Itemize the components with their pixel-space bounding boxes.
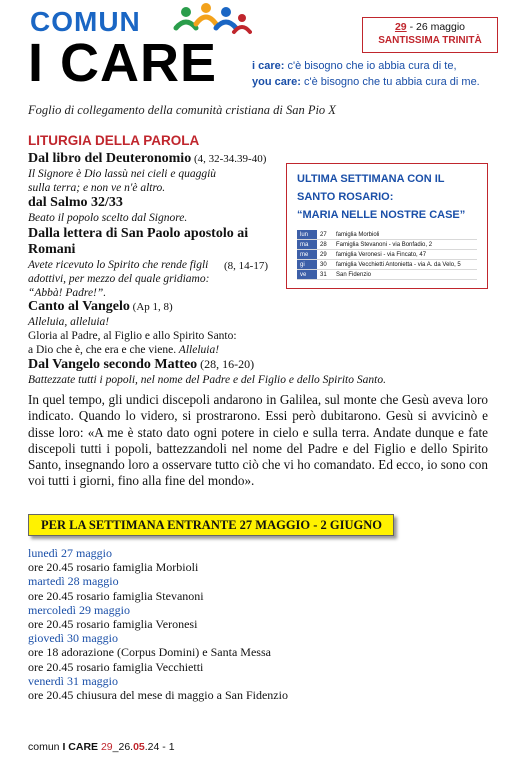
i-care-label: i care: — [252, 60, 285, 72]
footer-brand: I CARE — [62, 741, 99, 753]
reading-2 — [28, 226, 278, 300]
rosary-date: 29 — [317, 250, 333, 260]
reading2-ref: (8, 14-17) — [224, 260, 268, 272]
rosary-date: 31 — [317, 270, 333, 280]
gospel-head: Dal Vangelo secondo Matteo — [28, 357, 198, 372]
rosary-date: 28 — [317, 240, 333, 250]
rosary-table — [297, 230, 477, 280]
rosary-title-line1: ULTIMA SETTIMANA CON IL — [297, 173, 445, 185]
gospel-header — [28, 356, 498, 387]
canto-line1: Gloria al Padre, al Figlio e allo Spirito Santo: — [28, 330, 237, 342]
rosary-date: 30 — [317, 260, 333, 270]
reading1-text: Il Signore è Dio lassù nei cieli e quaggiù sulla terra; e non ve n'è altro. — [28, 168, 217, 194]
liturgy-title: LITURGIA DELLA PAROLA — [28, 133, 200, 148]
rosary-title-line2: SANTO ROSARIO: — [297, 191, 394, 203]
rosary-day: gi — [297, 260, 317, 270]
footer-prefix: comun — [28, 741, 63, 753]
reading2-head: Dalla lettera di San Paolo apostolo ai Romani — [28, 226, 249, 257]
issue-date: - 26 maggio — [406, 21, 466, 33]
you-care-label: you care: — [252, 76, 301, 88]
rosary-day: lun — [297, 230, 317, 240]
care-lines — [252, 58, 480, 90]
weekly-schedule — [28, 546, 288, 702]
gospel-subtitle: Battezzate tutti i popoli, nel nome del Padre e del Figlio e dello Spirito Santo. — [28, 374, 386, 386]
feast-name: SANTISSIMA TRINITÀ — [378, 35, 482, 46]
reading2-text: Avete ricevuto lo Spirito che rende figli adottivi, per mezzo del quale gridiamo: “Abbà! Padre!”. — [28, 259, 210, 299]
rosary-row — [297, 260, 477, 270]
schedule-line: ore 20.45 rosario famiglia Stevanoni — [28, 588, 204, 603]
rosary-host: famiglia Veronesi - via Fincato, 47 — [333, 250, 477, 260]
rosary-row — [297, 230, 477, 240]
schedule-line: ore 18 adorazione (Corpus Domini) e Santa Messa — [28, 645, 271, 660]
schedule-day: lunedì 27 maggio — [28, 546, 112, 560]
issue-number: 29 — [394, 21, 407, 33]
rosary-date: 27 — [317, 230, 333, 240]
logo-i-care: I CARE — [28, 33, 218, 93]
you-care-text: c'è bisogno che tu abbia cura di me. — [300, 76, 480, 88]
schedule-line: ore 20.45 rosario famiglia Veronesi — [28, 617, 198, 632]
rosary-day: ve — [297, 270, 317, 280]
rosary-day: me — [297, 250, 317, 260]
schedule-day: mercoledì 29 maggio — [28, 602, 130, 617]
psalm-text: Beato il popolo scelto dal Signore. — [28, 212, 188, 224]
rosary-host: famiglia Morbioli — [333, 230, 477, 240]
schedule-line: ore 20.45 rosario famiglia Vecchietti — [28, 659, 204, 674]
canto-line2-alleluia: Alleluia! — [176, 344, 220, 356]
reading1-head: Dal libro del Deuteronomio — [28, 151, 192, 166]
rosary-host: famiglia Vecchietti Antonietta - via A. da Velo, 5 — [333, 260, 477, 270]
reading1-ref: (4, 32-34.39-40) — [191, 153, 267, 165]
reading-1 — [28, 151, 278, 195]
gospel-ref: (28, 16-20) — [197, 357, 255, 371]
rosary-host: San Fidenzio — [333, 270, 477, 280]
canto — [28, 299, 298, 357]
canto-ref: (Ap 1, 8) — [129, 301, 173, 313]
rosary-title — [297, 170, 465, 224]
week-banner: PER LA SETTIMANA ENTRANTE 27 MAGGIO - 2 GIUGNO — [28, 514, 394, 536]
canto-line2: a Dio che è, che era e che viene. — [28, 344, 177, 356]
footer — [28, 741, 175, 753]
footer-month: 05 — [133, 741, 145, 753]
gospel-text: In quel tempo, gli undici discepoli andarono in Galilea, sul monte che Gesù aveva loro indicato. Quando lo videro, si prostrarono. Essi però dubitarono. Gesù si avvicinò e disse loro: «A me è stato dato ogni potere in cielo e sulla terra. Andate dunque e fate discepoli tutti i popoli, battezzandoli nel nome del Padre e del Figlio e dello Spirito Santo, insegnando loro a osservare tutto ciò che vi ho comandato. Ed ecco, io sono con voi tutti i giorni, fino alla fine del mondo». — [28, 392, 488, 489]
schedule-line: ore 20.45 rosario famiglia Morbioli — [28, 560, 199, 575]
rosary-host: Famiglia Stevanoni - via Bonfadio, 2 — [333, 240, 477, 250]
rosary-title-line3: “MARIA NELLE NOSTRE CASE” — [297, 209, 466, 221]
canto-head: Canto al Vangelo — [28, 299, 130, 314]
i-care-text: c'è bisogno che io abbia cura di te, — [284, 60, 457, 72]
schedule-line: ore 20.45 chiusura del mese di maggio a San Fidenzio — [28, 688, 288, 703]
footer-mid: _26. — [112, 741, 134, 753]
issue-date-box — [362, 17, 498, 53]
schedule-day: venerdì 31 maggio — [28, 673, 118, 688]
psalm — [28, 195, 278, 225]
rosary-day: ma — [297, 240, 317, 250]
psalm-head: dal Salmo 32/33 — [28, 195, 123, 210]
rosary-row — [297, 240, 477, 250]
footer-suffix: .24 - 1 — [144, 741, 175, 753]
schedule-day: martedì 28 maggio — [28, 574, 119, 589]
tagline: Foglio di collegamento della comunità cristiana di San Pio X — [28, 103, 336, 117]
logo-comun: COMUN — [30, 6, 141, 37]
rosary-box — [286, 163, 488, 289]
footer-num: 29 — [98, 741, 113, 753]
canto-alleluia: Alleluia, alleluia! — [28, 316, 110, 328]
rosary-row — [297, 250, 477, 260]
schedule-day: giovedì 30 maggio — [28, 631, 118, 646]
rosary-row — [297, 270, 477, 280]
